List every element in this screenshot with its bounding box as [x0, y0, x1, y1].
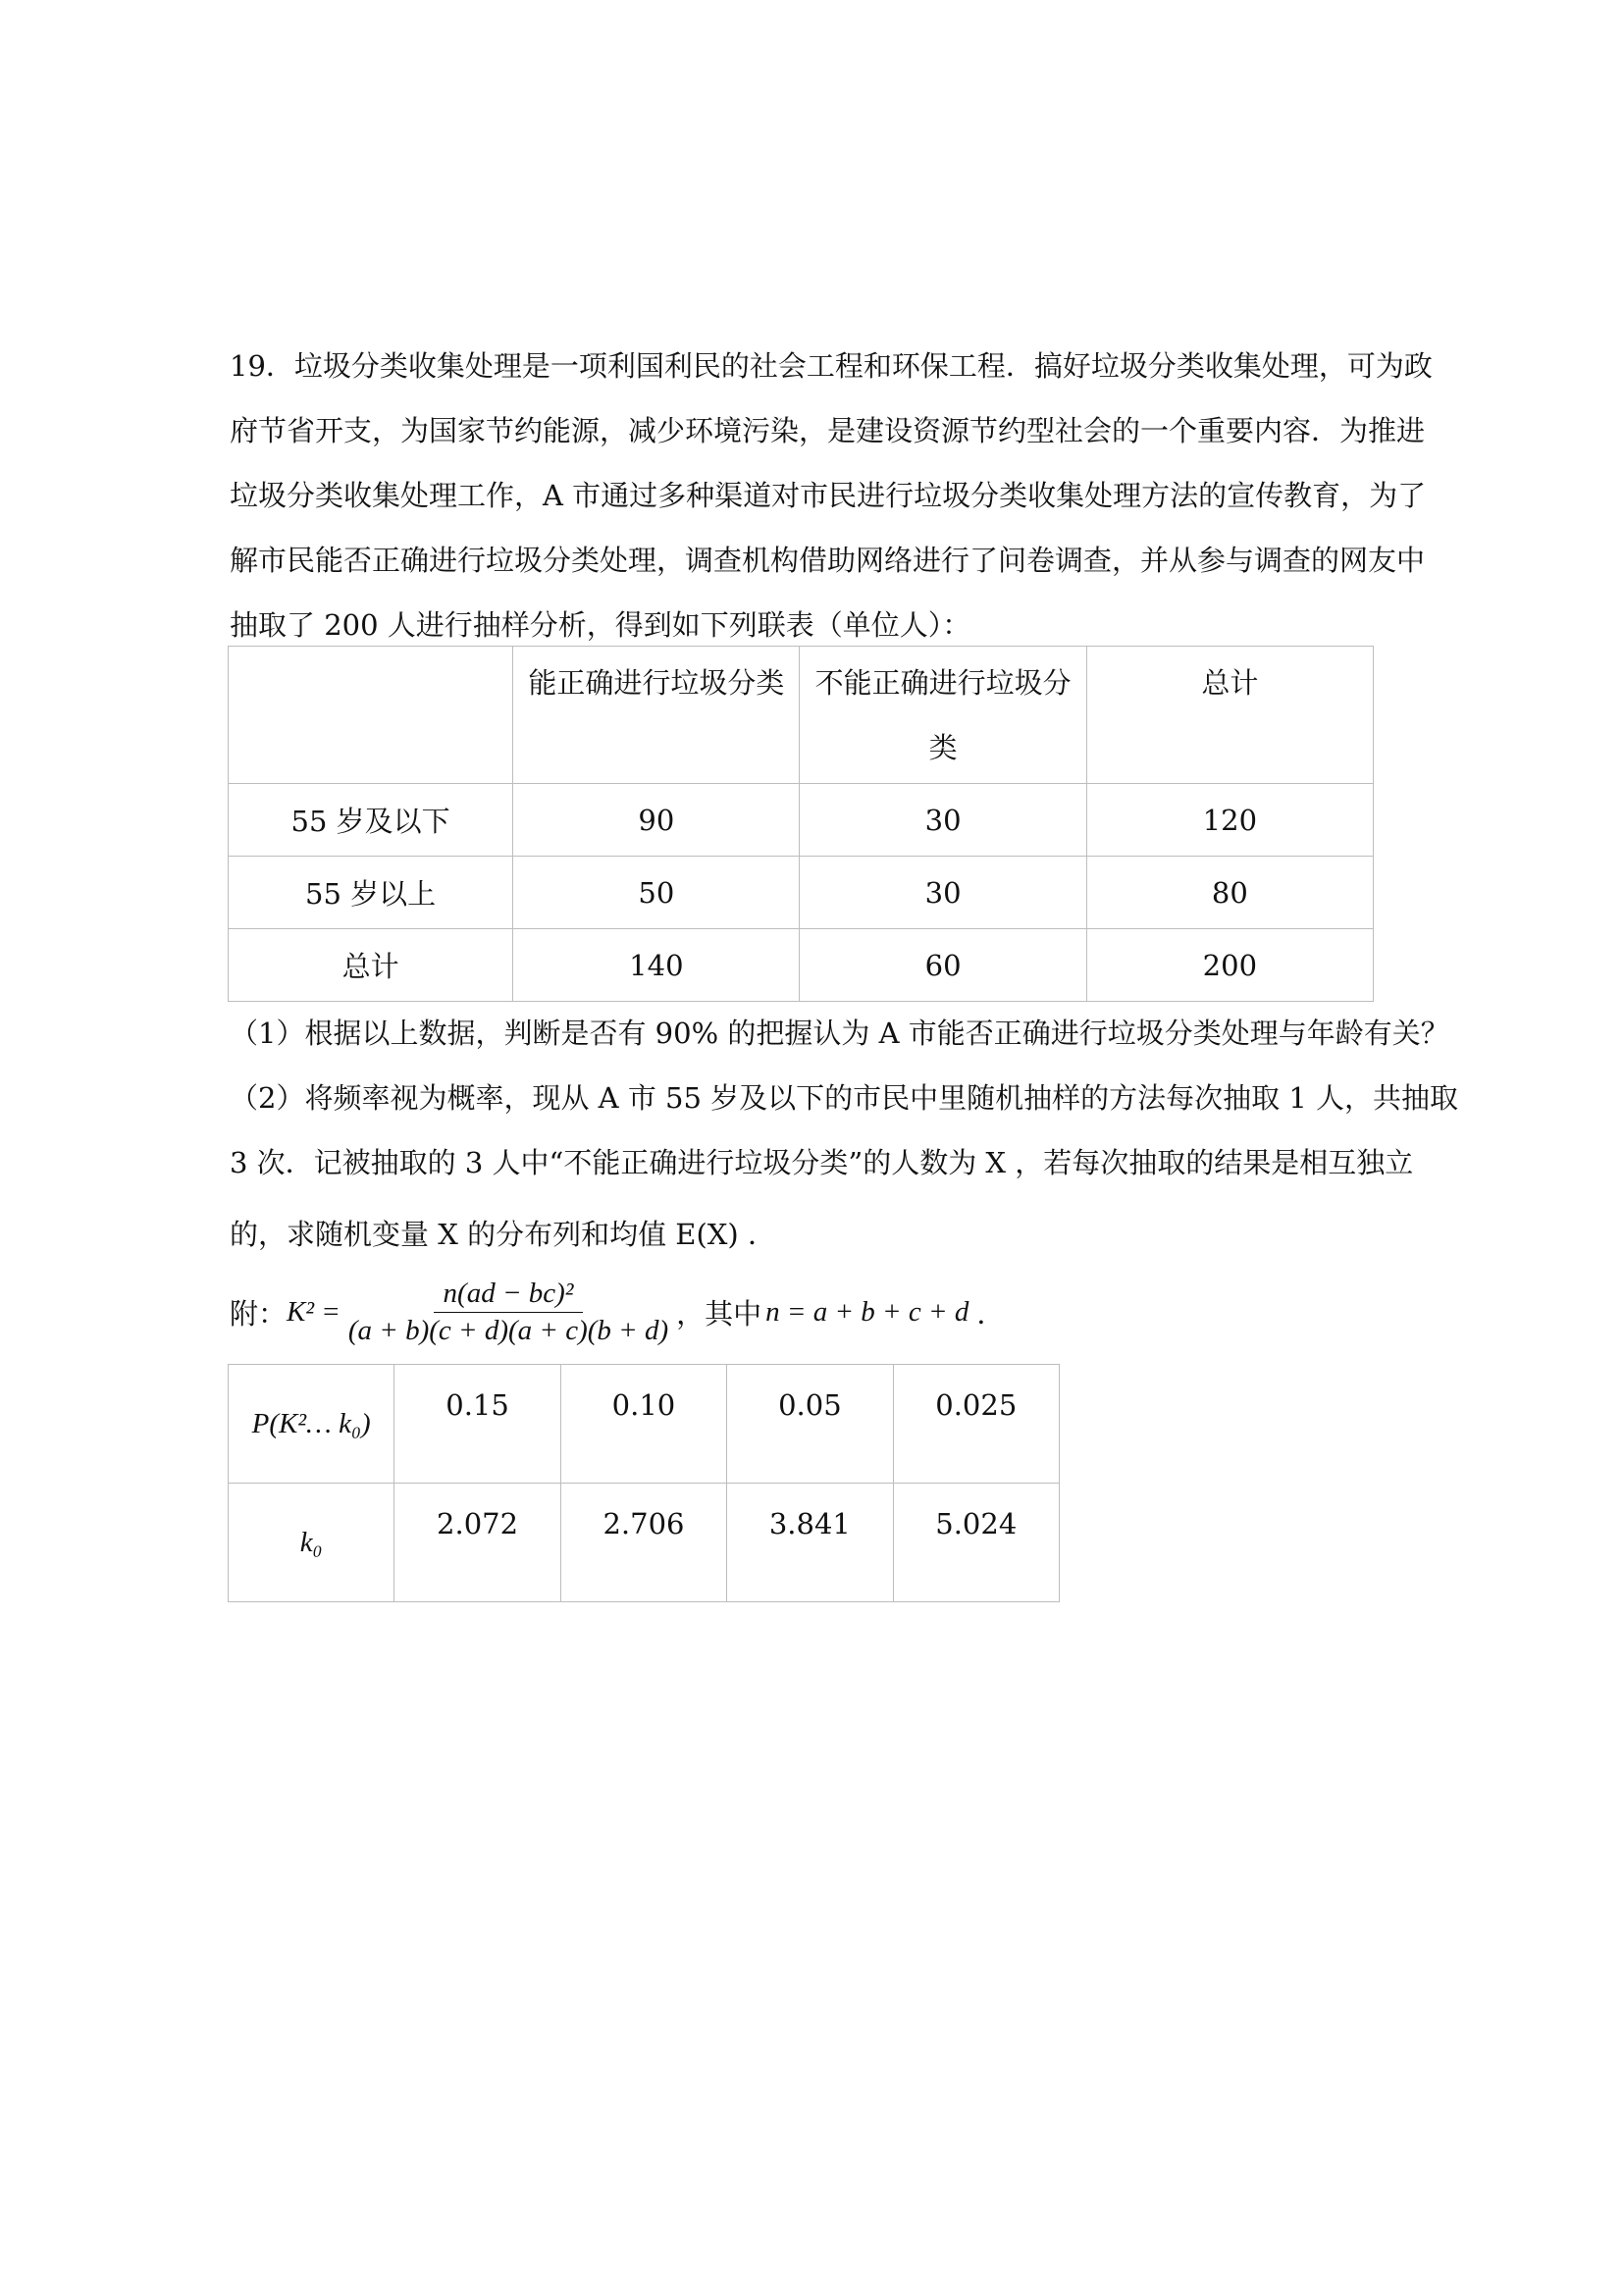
intro-line: 垃圾分类收集处理工作，A 市通过多种渠道对市民进行垃圾分类收集处理方法的宣传教育，为了	[230, 479, 1427, 512]
table-header-cell: 能正确进行垃圾分类	[513, 647, 800, 784]
questions	[230, 1001, 1459, 1274]
table-row	[229, 1365, 1060, 1484]
appendix-formula	[230, 1278, 1005, 1347]
table-cell: 80	[1086, 857, 1373, 929]
table-cell: 60	[800, 929, 1086, 1002]
header-line: 类	[928, 731, 958, 764]
appendix-end: ．	[976, 1297, 1006, 1331]
table-cell: 2.706	[560, 1484, 726, 1602]
intro-line: 19．垃圾分类收集处理是一项利国利民的社会工程和环保工程．搞好垃圾分类收集处理，可为政	[230, 349, 1433, 383]
table-cell: 0.10	[560, 1365, 726, 1484]
contingency-table	[228, 646, 1374, 1002]
intro-line: 抽取了 200 人进行抽样分析，得到如下列联表（单位人）：	[230, 608, 971, 642]
formula-fraction	[348, 1278, 668, 1347]
formula-lhs: K² =	[287, 1296, 340, 1328]
question-2-line: 的，求随机变量 X 的分布列和均值 E(X) ．	[230, 1218, 776, 1251]
row-label-probability: P(K²… k₀)	[229, 1365, 394, 1484]
problem-statement	[230, 334, 1433, 657]
question-2-line: 3 次．记被抽取的 3 人中“不能正确进行垃圾分类”的人数为 X ，若每次抽取的结果是相互独立	[230, 1146, 1414, 1179]
header-line: 不能正确进行垃圾分	[814, 666, 1072, 700]
formula-numerator: n(ad − bc)²	[434, 1278, 584, 1313]
table-row	[229, 784, 1374, 857]
table-cell: 5.024	[893, 1484, 1059, 1602]
table-row	[229, 1484, 1060, 1602]
table-row	[229, 857, 1374, 929]
table-header-cell	[800, 647, 1086, 784]
table-cell: 200	[1086, 929, 1373, 1002]
table-cell: 55 岁以上	[229, 857, 513, 929]
table-cell: 总计	[229, 929, 513, 1002]
question-2-line: （2）将频率视为概率，现从 A 市 55 岁及以下的市民中里随机抽样的方法每次抽取 1 人，共抽取	[230, 1081, 1459, 1115]
table-cell: 0.05	[727, 1365, 893, 1484]
intro-line: 府节省开支，为国家节约能源，减少环境污染，是建设资源节约型社会的一个重要内容．为推进	[230, 414, 1426, 447]
table-header-row	[229, 647, 1374, 784]
formula-condition: n = a + b + c + d	[765, 1296, 969, 1328]
table-cell: 120	[1086, 784, 1373, 857]
table-cell: 0.15	[394, 1365, 560, 1484]
table-cell: 30	[800, 784, 1086, 857]
table-cell: 140	[513, 929, 800, 1002]
table-row	[229, 929, 1374, 1002]
row-label-k0: k₀	[229, 1484, 394, 1602]
appendix-suffix: ，其中	[676, 1297, 762, 1331]
table-header-cell	[229, 647, 513, 784]
table-cell: 3.841	[727, 1484, 893, 1602]
table-cell: 30	[800, 857, 1086, 929]
formula-denominator: (a + b)(c + d)(a + c)(b + d)	[347, 1315, 669, 1346]
table-cell: 50	[513, 857, 800, 929]
intro-line: 解市民能否正确进行垃圾分类处理，调查机构借助网络进行了问卷调查，并从参与调查的网友中	[230, 544, 1426, 577]
critical-value-table	[228, 1364, 1060, 1602]
appendix-prefix: 附：	[230, 1297, 288, 1331]
question-1: （1）根据以上数据，判断是否有 90% 的把握认为 A 市能否正确进行垃圾分类处理与年龄有关？	[230, 1017, 1449, 1050]
table-cell: 55 岁及以下	[229, 784, 513, 857]
table-cell: 0.025	[893, 1365, 1059, 1484]
table-header-cell: 总计	[1086, 647, 1373, 784]
table-cell: 2.072	[394, 1484, 560, 1602]
table-cell: 90	[513, 784, 800, 857]
